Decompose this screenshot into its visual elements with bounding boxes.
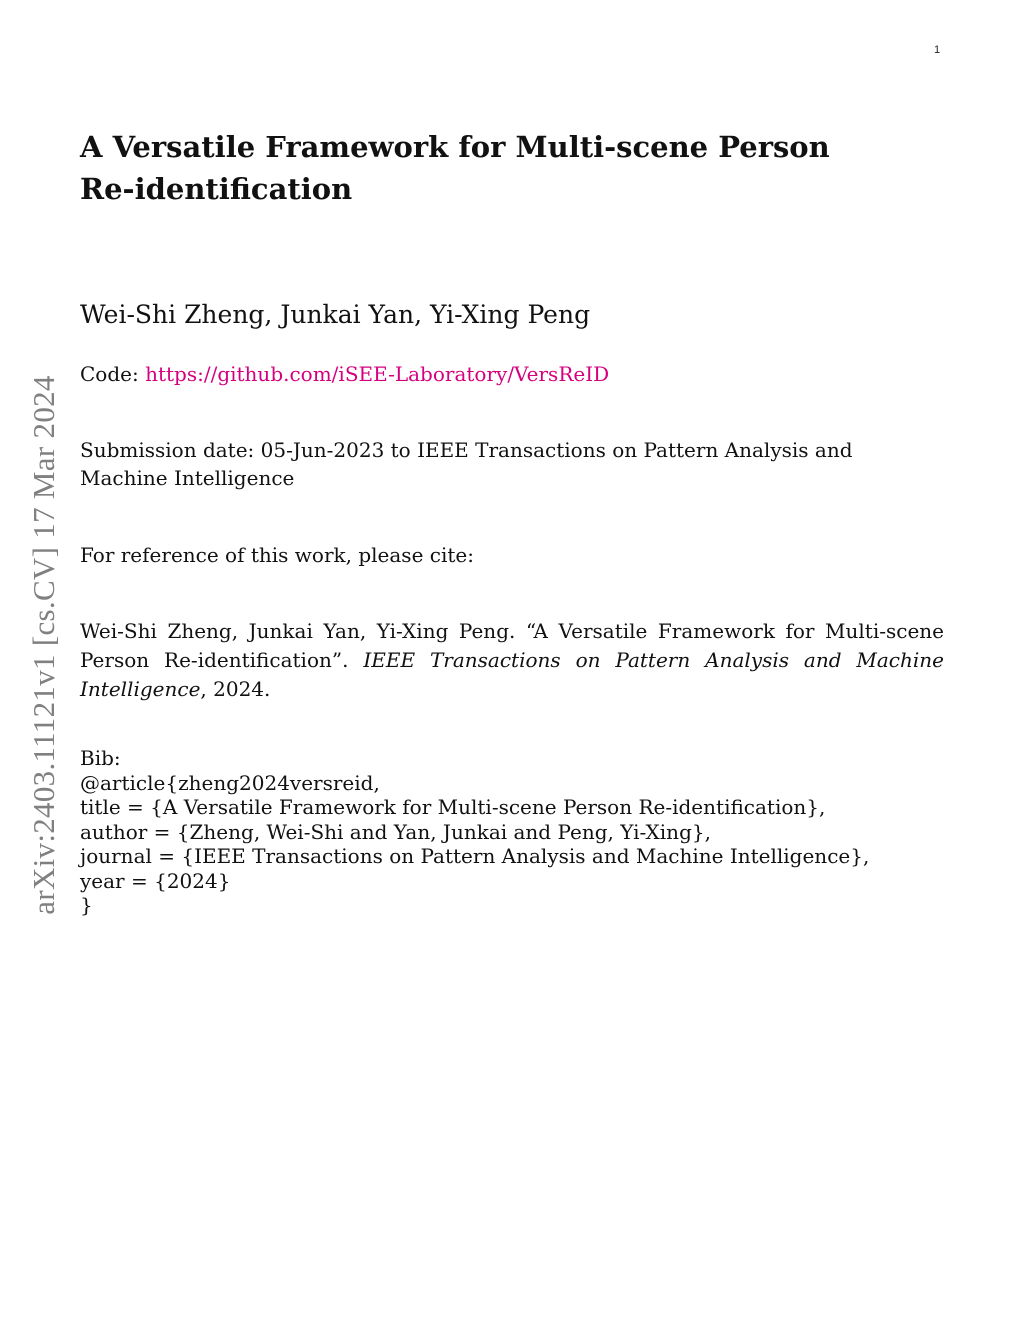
code-label: Code:	[80, 362, 146, 386]
code-link[interactable]: https://github.com/iSEE-Laboratory/VersReID	[145, 362, 610, 386]
bib-line: author = {Zheng, Wei-Shi and Yan, Junkai and Peng, Yi-Xing},	[80, 819, 711, 844]
bib-line: }	[80, 893, 93, 917]
bib-line: title = {A Versatile Framework for Multi-scene Person Re-identification},	[80, 795, 826, 819]
citation-journal: IEEE Transactions on Pattern Analysis and Machine Intelligence	[80, 648, 945, 701]
bibtex-block	[80, 746, 944, 918]
citation	[80, 617, 944, 704]
code-line	[80, 360, 609, 388]
arxiv-stamp: arXiv:2403.11121v1 [cs.CV] 17 Mar 2024	[26, 375, 61, 915]
paper-authors: Wei-Shi Zheng, Junkai Yan, Yi-Xing Peng	[80, 300, 591, 329]
citation-year: , 2024.	[200, 677, 271, 701]
page-number: 1	[934, 44, 941, 56]
bib-line: year = {2024}	[80, 868, 231, 893]
paper-title: A Versatile Framework for Multi-scene Person Re-identification	[80, 130, 830, 206]
bib-line: @article{zheng2024versreid,	[80, 770, 380, 795]
citation-text: Wei-Shi Zheng, Junkai Yan, Yi-Xing Peng. “A Versatile Framework for Multi-scene Person Re-identification”.	[80, 619, 944, 672]
bib-label: Bib:	[80, 746, 121, 770]
submission-date: Submission date: 05-Jun-2023 to IEEE Transactions on Pattern Analysis and Machine Intelligence	[80, 438, 853, 490]
bib-line: journal = {IEEE Transactions on Pattern Analysis and Machine Intelligence},	[80, 844, 870, 868]
reference-prompt: For reference of this work, please cite:	[80, 543, 474, 567]
